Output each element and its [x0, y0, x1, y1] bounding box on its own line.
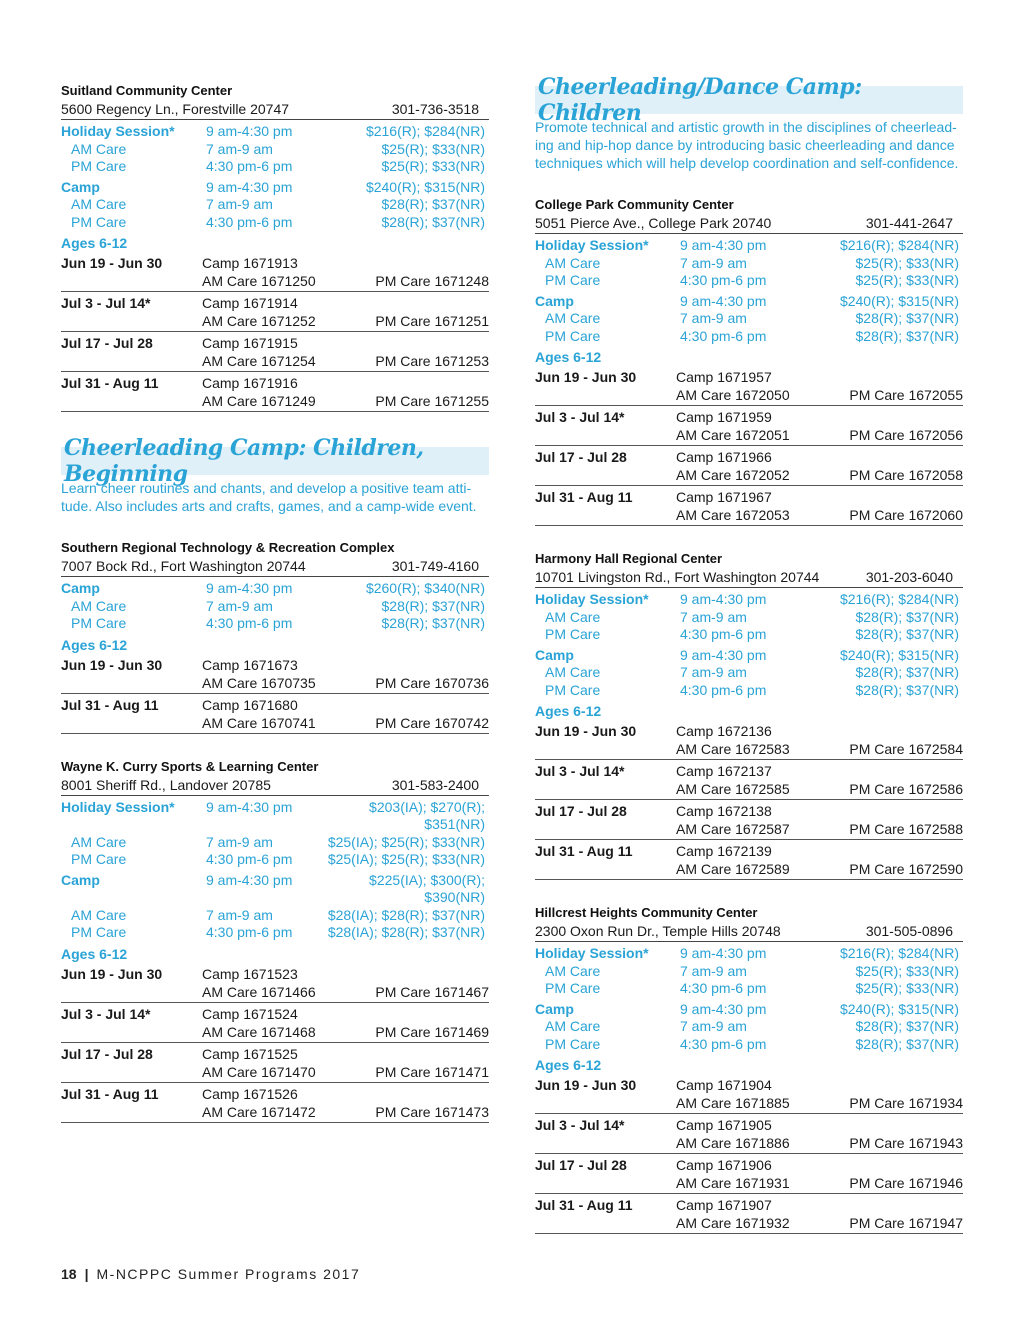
rate-label: AM Care — [71, 140, 127, 157]
rate-row — [61, 872, 489, 907]
rate-price: $25(IA); $25(R); $33(NR) — [327, 833, 485, 850]
camp-rates — [61, 872, 489, 942]
ages-label: Ages 6-12 — [61, 636, 128, 653]
am-care-code: AM Care 1670735 — [202, 674, 316, 691]
location-phone: 301-749-4160 — [391, 558, 479, 574]
location-address: 5051 Pierce Ave., College Park 20740 — [535, 215, 772, 231]
camp-code: Camp 1671905 — [676, 1117, 772, 1133]
rate-row — [535, 272, 963, 290]
session-row — [535, 406, 963, 446]
camp-code: Camp 1671913 — [202, 255, 298, 271]
pm-care-code: PM Care 1671934 — [849, 1095, 963, 1111]
rate-time: 7 am-9 am — [680, 608, 747, 625]
location-harmony-hall — [535, 550, 963, 880]
rate-label: Camp — [61, 580, 100, 596]
camp-code: Camp 1671904 — [676, 1077, 772, 1093]
camp-rates — [535, 293, 963, 346]
rate-row — [535, 310, 963, 328]
am-care-code: AM Care 1671886 — [676, 1135, 790, 1151]
rate-time: 4:30 pm-6 pm — [206, 851, 293, 867]
location-suitland — [61, 82, 489, 412]
location-phone: 301-736-3518 — [391, 101, 479, 117]
rate-label: AM Care — [545, 310, 601, 326]
rate-label: PM Care — [545, 327, 601, 344]
rate-time: 9 am-4:30 pm — [680, 646, 767, 663]
location-address: 5600 Regency Ln., Forestville 20747 — [61, 101, 290, 117]
pm-care-code: PM Care 1672586 — [849, 781, 963, 797]
rate-label: AM Care — [545, 664, 601, 680]
rate-price: $28(R); $37(NR) — [381, 597, 485, 614]
section-description: Learn cheer routines and chants, and develop a positive team atti-tude. Also includes arts and crafts, games, and a camp-wide event. — [61, 480, 477, 514]
session-dates: Jul 17 - Jul 28 — [61, 1045, 153, 1062]
rate-label: AM Care — [545, 608, 601, 625]
rate-row — [61, 141, 489, 159]
rate-label: AM Care — [71, 906, 127, 923]
rate-price: $28(IA); $28(R); $37(NR) — [327, 906, 485, 923]
camp-code: Camp 1672138 — [676, 803, 772, 819]
rate-time: 7 am-9 am — [680, 962, 747, 979]
session-dates: Jul 31 - Aug 11 — [61, 1085, 159, 1102]
pm-care-code: PM Care 1672590 — [849, 861, 963, 877]
rate-price: $28(R); $37(NR) — [381, 615, 485, 631]
rate-price: $240(R); $315(NR) — [839, 1000, 959, 1017]
session-row — [61, 252, 489, 292]
rate-time: 9 am-4:30 pm — [206, 798, 293, 815]
session-dates: Jun 19 - Jun 30 — [61, 656, 163, 673]
rate-price: $25(R); $33(NR) — [855, 980, 959, 996]
session-row — [61, 694, 489, 734]
rate-row — [61, 851, 489, 869]
rate-label: Holiday Session* — [535, 591, 649, 607]
rate-time: 9 am-4:30 pm — [680, 1000, 767, 1017]
rate-time: 4:30 pm-6 pm — [680, 272, 767, 288]
rate-price: $260(R); $340(NR) — [365, 580, 485, 596]
rate-time: 4:30 pm-6 pm — [680, 626, 767, 642]
session-dates: Jul 17 - Jul 28 — [535, 803, 627, 819]
rate-time: 9 am-4:30 pm — [206, 123, 293, 139]
right-column — [535, 74, 963, 1234]
rate-row — [61, 598, 489, 616]
pm-care-code: PM Care 1670736 — [375, 674, 489, 691]
rate-time: 7 am-9 am — [680, 1018, 747, 1034]
rate-price: $25(R); $33(NR) — [855, 962, 959, 979]
camp-code: Camp 1672136 — [676, 723, 772, 739]
rate-time: 9 am-4:30 pm — [680, 292, 767, 309]
pm-care-code: PM Care 1672056 — [849, 427, 963, 443]
rate-price: $28(R); $37(NR) — [855, 664, 959, 680]
rate-price: $240(R); $315(NR) — [839, 646, 959, 663]
am-care-code: AM Care 1671885 — [676, 1095, 790, 1111]
rate-price: $28(IA); $28(R); $37(NR) — [327, 924, 485, 940]
holiday-rates — [535, 945, 963, 998]
session-dates: Jun 19 - Jun 30 — [61, 965, 163, 982]
session-row — [535, 1154, 963, 1194]
pm-care-code: PM Care 1671255 — [375, 393, 489, 409]
rate-price: $25(R); $33(NR) — [855, 254, 959, 271]
rate-time: 9 am-4:30 pm — [680, 591, 767, 607]
rate-label: AM Care — [545, 1018, 601, 1034]
session-row — [61, 1003, 489, 1043]
session-dates: Jul 3 - Jul 14* — [61, 295, 151, 311]
location-name: Suitland Community Center — [61, 83, 233, 98]
am-care-code: AM Care 1671466 — [202, 983, 316, 1000]
session-dates: Jul 17 - Jul 28 — [535, 1157, 627, 1173]
rate-row — [535, 1036, 963, 1054]
location-name: Wayne K. Curry Sports & Learning Center — [61, 758, 319, 774]
rate-price: $240(R); $315(NR) — [365, 178, 485, 195]
rate-price: $216(R); $284(NR) — [839, 237, 959, 253]
rate-price: $25(R); $33(NR) — [381, 140, 485, 157]
rate-time: 9 am-4:30 pm — [206, 871, 293, 888]
rate-time: 7 am-9 am — [206, 140, 273, 157]
location-hillcrest-heights — [535, 904, 963, 1234]
session-row — [61, 372, 489, 412]
rate-time: 7 am-9 am — [206, 906, 273, 923]
rate-price: $25(IA); $25(R); $33(NR) — [327, 851, 485, 867]
pm-care-code: PM Care 1671467 — [375, 983, 489, 1000]
rate-label: PM Care — [71, 851, 127, 867]
holiday-rates — [61, 799, 489, 869]
camp-code: Camp 1671680 — [202, 696, 298, 713]
rate-row — [61, 580, 489, 598]
session-dates: Jun 19 - Jun 30 — [535, 1077, 637, 1093]
location-address: 8001 Sheriff Rd., Landover 20785 — [61, 776, 271, 793]
rate-row — [535, 609, 963, 627]
location-name: College Park Community Center — [535, 197, 734, 212]
session-dates: Jul 17 - Jul 28 — [535, 449, 627, 465]
rate-price: $216(R); $284(NR) — [839, 591, 959, 607]
am-care-code: AM Care 1671468 — [202, 1023, 316, 1040]
rate-price: $28(R); $37(NR) — [855, 1035, 959, 1052]
section-title: Cheerleading/Dance Camp: Children — [535, 86, 963, 114]
rate-row — [61, 834, 489, 852]
page-number: 18 — [61, 1266, 77, 1282]
pm-care-code: PM Care 1671947 — [849, 1215, 963, 1231]
rate-price: $28(R); $37(NR) — [381, 213, 485, 230]
rate-time: 9 am-4:30 pm — [680, 945, 767, 961]
ages-label: Ages 6-12 — [535, 1057, 602, 1073]
location-phone: 301-203-6040 — [865, 569, 953, 585]
section-description: Promote technical and artistic growth in the disciplines of cheerlead-ing and hip-hop dance by introducing basic cheerleading and dance techniques which will help develop coordination and self-confidence. — [535, 119, 959, 171]
camp-rates — [535, 647, 963, 700]
rate-time: 7 am-9 am — [680, 254, 747, 271]
rate-price: $28(R); $37(NR) — [855, 626, 959, 642]
rate-time: 4:30 pm-6 pm — [680, 681, 767, 698]
location-address: 7007 Bock Rd., Fort Washington 20744 — [61, 558, 306, 574]
pm-care-code: PM Care 1671251 — [375, 313, 489, 329]
rate-time: 7 am-9 am — [680, 664, 747, 680]
ages-label: Ages 6-12 — [61, 945, 128, 962]
am-care-code: AM Care 1671932 — [676, 1215, 790, 1231]
am-care-code: AM Care 1672052 — [676, 467, 790, 483]
camp-code: Camp 1672139 — [676, 843, 772, 859]
rate-label: Camp — [61, 871, 100, 888]
rate-row — [61, 907, 489, 925]
location-address-line — [61, 100, 489, 120]
location-address-line — [535, 214, 963, 234]
left-column — [61, 82, 489, 1123]
section-title: Cheerleading Camp: Children, Beginning — [61, 447, 489, 475]
rate-label: AM Care — [545, 254, 601, 271]
rate-time: 4:30 pm-6 pm — [680, 327, 767, 344]
session-row — [535, 800, 963, 840]
pm-care-code: PM Care 1672060 — [849, 507, 963, 523]
rate-label: PM Care — [545, 1035, 601, 1052]
rate-label: PM Care — [71, 158, 127, 174]
pm-care-code: PM Care 1672058 — [849, 467, 963, 483]
session-dates: Jul 31 - Aug 11 — [61, 375, 159, 391]
camp-rates — [61, 580, 489, 633]
camp-code: Camp 1671967 — [676, 489, 772, 505]
camp-code: Camp 1671957 — [676, 369, 772, 385]
am-care-code: AM Care 1670741 — [202, 714, 316, 731]
rate-label: AM Care — [71, 196, 127, 212]
session-row — [61, 1043, 489, 1083]
am-care-code: AM Care 1671252 — [202, 313, 316, 329]
rate-price: $28(R); $37(NR) — [855, 310, 959, 326]
location-address: 2300 Oxon Run Dr., Temple Hills 20748 — [535, 923, 781, 939]
rate-row — [535, 647, 963, 665]
rate-row — [535, 1018, 963, 1036]
rate-row — [535, 682, 963, 700]
rate-time: 4:30 pm-6 pm — [680, 980, 767, 996]
page-footer — [61, 1266, 360, 1282]
session-row — [535, 1074, 963, 1114]
session-row — [535, 1114, 963, 1154]
session-dates: Jun 19 - Jun 30 — [535, 723, 637, 739]
session-row — [61, 654, 489, 694]
rate-label: Camp — [535, 1000, 574, 1017]
camp-code: Camp 1671915 — [202, 335, 298, 351]
camp-code: Camp 1671526 — [202, 1085, 298, 1102]
rate-label: AM Care — [71, 597, 127, 614]
publication-title: M-NCPPC Summer Programs 2017 — [96, 1266, 361, 1282]
rate-row — [535, 626, 963, 644]
rate-row — [535, 945, 963, 963]
rate-price: $240(R); $315(NR) — [839, 292, 959, 309]
pm-care-code: PM Care 1671946 — [849, 1175, 963, 1191]
am-care-code: AM Care 1671250 — [202, 273, 316, 289]
rate-row — [61, 615, 489, 633]
am-care-code: AM Care 1671470 — [202, 1063, 316, 1080]
location-wayne-k-curry — [61, 758, 489, 1123]
holiday-rates — [535, 591, 963, 644]
session-dates: Jun 19 - Jun 30 — [61, 255, 163, 271]
session-row — [61, 292, 489, 332]
ages-label: Ages 6-12 — [535, 703, 602, 719]
rate-price: $216(R); $284(NR) — [365, 123, 485, 139]
camp-code: Camp 1671907 — [676, 1197, 772, 1213]
session-dates: Jul 3 - Jul 14* — [535, 409, 625, 425]
rate-row — [535, 255, 963, 273]
camp-code: Camp 1671523 — [202, 965, 298, 982]
rate-row — [535, 237, 963, 255]
session-dates: Jul 31 - Aug 11 — [535, 1197, 633, 1213]
session-row — [61, 963, 489, 1003]
rate-time: 9 am-4:30 pm — [206, 178, 293, 195]
location-address-line — [535, 922, 963, 942]
pm-care-code: PM Care 1671473 — [375, 1103, 489, 1120]
am-care-code: AM Care 1672051 — [676, 427, 790, 443]
session-dates: Jul 31 - Aug 11 — [535, 489, 633, 505]
rate-label: PM Care — [71, 924, 127, 940]
ages-label: Ages 6-12 — [61, 235, 128, 251]
rate-price: $25(R); $33(NR) — [855, 272, 959, 288]
rate-row — [535, 293, 963, 311]
rate-label: Holiday Session* — [535, 237, 649, 253]
camp-code: Camp 1671673 — [202, 656, 298, 673]
rate-row — [535, 980, 963, 998]
camp-code: Camp 1671959 — [676, 409, 772, 425]
pm-care-code: PM Care 1671943 — [849, 1135, 963, 1151]
rate-price: $28(R); $37(NR) — [381, 196, 485, 212]
camp-rates — [61, 179, 489, 232]
rate-label: AM Care — [71, 833, 127, 850]
camp-code: Camp 1671524 — [202, 1005, 298, 1022]
rate-row — [535, 1001, 963, 1019]
location-phone: 301-583-2400 — [391, 776, 479, 793]
rate-time: 7 am-9 am — [206, 597, 273, 614]
location-phone: 301-441-2647 — [865, 215, 953, 231]
rate-label: AM Care — [545, 962, 601, 979]
camp-code: Camp 1671966 — [676, 449, 772, 465]
rate-label: PM Care — [545, 681, 601, 698]
rate-price: $28(R); $37(NR) — [855, 327, 959, 344]
rate-time: 7 am-9 am — [680, 310, 747, 326]
location-address-line — [61, 557, 489, 577]
pm-care-code: PM Care 1672055 — [849, 387, 963, 403]
location-address-line — [61, 776, 489, 796]
pm-care-code: PM Care 1672584 — [849, 741, 963, 757]
rate-row — [61, 179, 489, 197]
footer-separator: | — [84, 1266, 89, 1282]
rate-price: $28(R); $37(NR) — [855, 681, 959, 698]
am-care-code: AM Care 1671254 — [202, 353, 316, 369]
session-row — [61, 332, 489, 372]
pm-care-code: PM Care 1671471 — [375, 1063, 489, 1080]
session-dates: Jul 3 - Jul 14* — [61, 1005, 151, 1022]
am-care-code: AM Care 1672585 — [676, 781, 790, 797]
pm-care-code: PM Care 1671248 — [375, 273, 489, 289]
session-dates: Jul 31 - Aug 11 — [535, 843, 633, 859]
rate-label: PM Care — [71, 213, 127, 230]
session-row — [535, 446, 963, 486]
camp-rates — [535, 1001, 963, 1054]
rate-label: Holiday Session* — [61, 798, 175, 815]
camp-code: Camp 1671525 — [202, 1045, 298, 1062]
location-address: 10701 Livingston Rd., Fort Washington 20744 — [535, 569, 820, 585]
rate-time: 4:30 pm-6 pm — [206, 213, 293, 230]
session-row — [61, 1083, 489, 1123]
location-name: Harmony Hall Regional Center — [535, 551, 723, 566]
am-care-code: AM Care 1672589 — [676, 861, 790, 877]
rate-row — [61, 196, 489, 214]
am-care-code: AM Care 1672050 — [676, 387, 790, 403]
am-care-code: AM Care 1672053 — [676, 507, 790, 523]
rate-row — [61, 214, 489, 232]
am-care-code: AM Care 1671472 — [202, 1103, 316, 1120]
session-dates: Jul 31 - Aug 11 — [61, 696, 159, 713]
rate-label: PM Care — [71, 615, 127, 631]
rate-price: $25(R); $33(NR) — [381, 158, 485, 174]
rate-time: 7 am-9 am — [206, 196, 273, 212]
rate-row — [535, 591, 963, 609]
rate-price: $28(R); $37(NR) — [855, 1018, 959, 1034]
rate-row — [61, 799, 489, 834]
pm-care-code: PM Care 1672588 — [849, 821, 963, 837]
rate-time: 4:30 pm-6 pm — [206, 615, 293, 631]
rate-label: PM Care — [545, 272, 601, 288]
rate-time: 4:30 pm-6 pm — [680, 1035, 767, 1052]
location-name: Southern Regional Technology & Recreation Complex — [61, 540, 395, 555]
rate-time: 4:30 pm-6 pm — [206, 924, 293, 940]
am-care-code: AM Care 1672587 — [676, 821, 790, 837]
session-dates: Jul 3 - Jul 14* — [535, 763, 625, 779]
camp-code: Camp 1671906 — [676, 1157, 772, 1173]
camp-code: Camp 1671914 — [202, 295, 298, 311]
rate-label: Camp — [535, 292, 574, 309]
rate-row — [535, 664, 963, 682]
am-care-code: AM Care 1671249 — [202, 393, 316, 409]
rate-label: Camp — [535, 646, 574, 663]
rate-label: Holiday Session* — [61, 123, 175, 139]
location-name: Hillcrest Heights Community Center — [535, 905, 758, 920]
rate-label: Holiday Session* — [535, 945, 649, 961]
pm-care-code: PM Care 1671469 — [375, 1023, 489, 1040]
pm-care-code: PM Care 1671253 — [375, 353, 489, 369]
rate-row — [535, 963, 963, 981]
session-dates: Jul 17 - Jul 28 — [61, 335, 153, 351]
session-row — [535, 720, 963, 760]
pm-care-code: PM Care 1670742 — [375, 714, 489, 731]
rate-label: Camp — [61, 178, 100, 195]
camp-code: Camp 1671916 — [202, 375, 298, 391]
rate-row — [61, 924, 489, 942]
session-dates: Jun 19 - Jun 30 — [535, 369, 637, 385]
rate-label: PM Care — [545, 626, 601, 642]
holiday-rates — [535, 237, 963, 290]
rate-price: $216(R); $284(NR) — [839, 945, 959, 961]
rate-time: 9 am-4:30 pm — [206, 580, 293, 596]
session-row — [535, 760, 963, 800]
session-row — [535, 1194, 963, 1234]
ages-label: Ages 6-12 — [535, 349, 602, 365]
location-phone: 301-505-0896 — [865, 923, 953, 939]
am-care-code: AM Care 1672583 — [676, 741, 790, 757]
session-row — [535, 486, 963, 526]
rate-price: $28(R); $37(NR) — [855, 608, 959, 625]
location-address-line — [535, 568, 963, 588]
camp-code: Camp 1672137 — [676, 763, 772, 779]
rate-row — [61, 123, 489, 141]
location-college-park — [535, 196, 963, 526]
rate-row — [61, 158, 489, 176]
session-row — [535, 366, 963, 406]
rate-price: $225(IA); $300(R); $390(NR) — [369, 871, 485, 905]
am-care-code: AM Care 1671931 — [676, 1175, 790, 1191]
session-dates: Jul 3 - Jul 14* — [535, 1117, 625, 1133]
session-row — [535, 840, 963, 880]
location-southern-regional — [61, 539, 489, 734]
rate-price: $203(IA); $270(R); $351(NR) — [369, 798, 485, 832]
rate-row — [535, 328, 963, 346]
holiday-rates — [61, 123, 489, 176]
rate-time: 9 am-4:30 pm — [680, 237, 767, 253]
rate-time: 7 am-9 am — [206, 833, 273, 850]
rate-label: PM Care — [545, 980, 601, 996]
rate-time: 4:30 pm-6 pm — [206, 158, 293, 174]
